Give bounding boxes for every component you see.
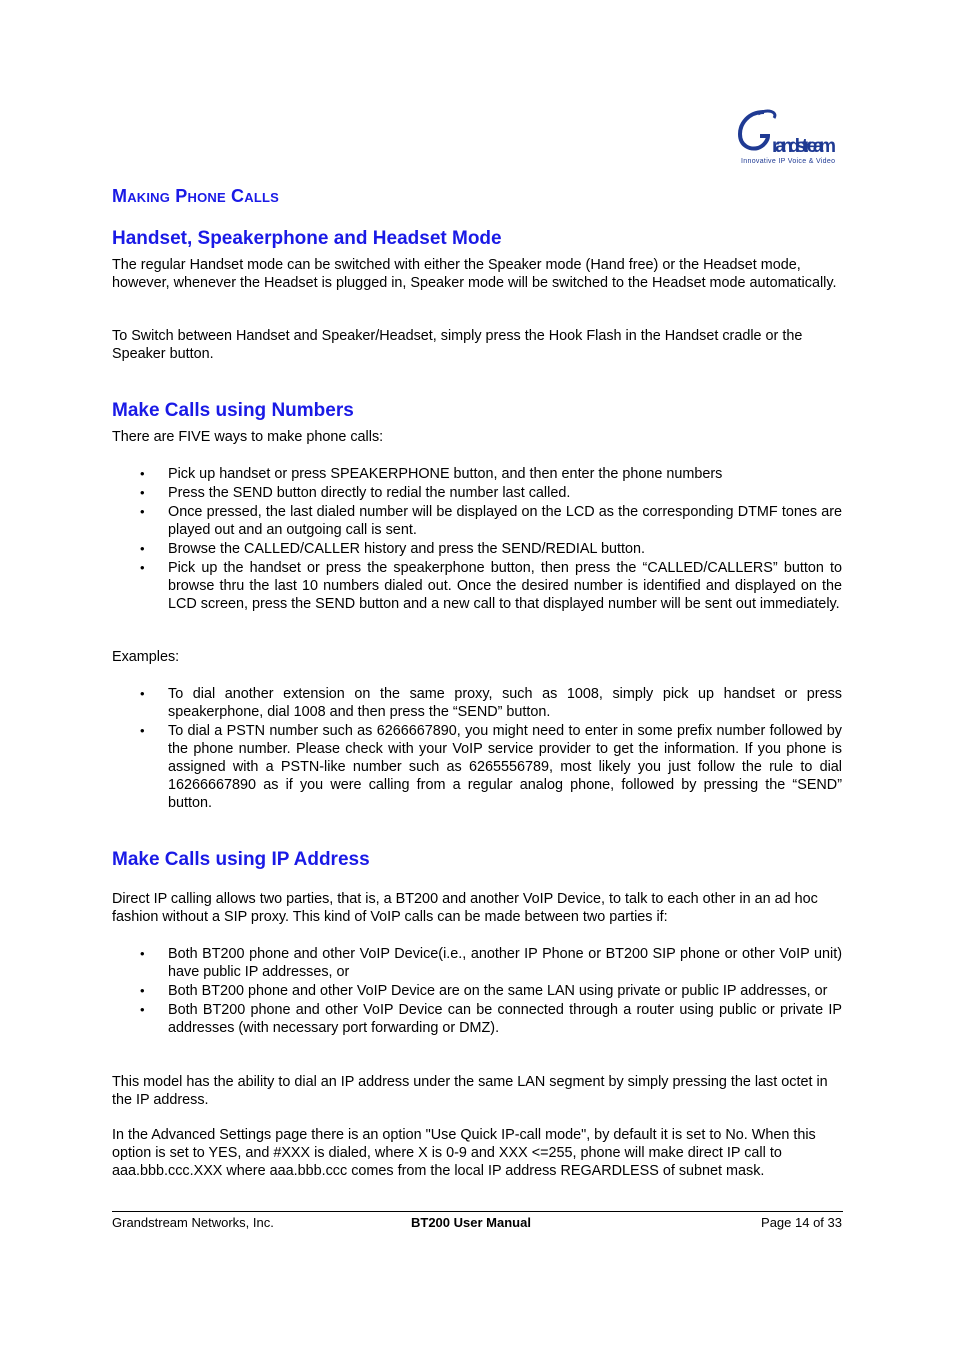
ip-paragraph-1: Direct IP calling allows two parties, that is, a BT200 and another VoIP Device, to talk to each other in an ad hoc fashion without a SIP proxy. This kind of VoIP calls can be made between two parties if:	[112, 891, 818, 925]
list-item: • To dial another extension on the same proxy, such as 1008, simply pick up handset or press speakerphone, dial 1008 and then press the “SEND” button.	[112, 685, 842, 721]
numbers-intro: There are FIVE ways to make phone calls:	[112, 429, 384, 445]
list-item: • Both BT200 phone and other VoIP Device are on the same LAN using private or public IP addresses, or	[112, 982, 842, 1000]
handset-paragraph-1: The regular Handset mode can be switched with either the Speaker mode (Hand free) or the Headset mode, however, whenever the Headset is plugged in, Speaker mode will be switched to the Headset mode automatically.	[112, 257, 837, 291]
heading-calls-numbers: Make Calls using Numbers	[112, 400, 354, 421]
grandstream-logo	[738, 108, 838, 166]
footer-company: Grandstream Networks, Inc.	[112, 1215, 274, 1230]
ip-paragraph-3: In the Advanced Settings page there is an option "Use Quick IP-call mode", by default it is set to No. When this option is set to YES, and #XXX is dialed, where X is 0-9 and XXX <=255, phone will make direct IP call to aaa.bbb.ccc.XXX where aaa.bbb.ccc comes from the local IP address REGARDLESS of subnet mask.	[112, 1127, 816, 1179]
footer-manual-title: BT200 User Manual	[411, 1215, 531, 1230]
examples-label: Examples:	[112, 649, 180, 665]
footer-divider	[112, 1211, 843, 1212]
list-item: • Browse the CALLED/CALLER history and press the SEND/REDIAL button.	[112, 540, 842, 558]
ways-list	[112, 465, 842, 614]
footer-page-number: Page 14 of 33	[761, 1215, 842, 1230]
examples-list	[112, 685, 842, 813]
list-item: • Both BT200 phone and other VoIP Device(i.e., another IP Phone or BT200 SIP phone or other VoIP unit) have public IP addresses, or	[112, 945, 842, 981]
section-title: Making Phone Calls	[112, 186, 279, 206]
handset-paragraph-2: To Switch between Handset and Speaker/Headset, simply press the Hook Flash in the Handset cradle or the Speaker button.	[112, 328, 803, 362]
list-item: • Both BT200 phone and other VoIP Device can be connected through a router using public or private IP addresses (with necessary port forwarding or DMZ).	[112, 1001, 842, 1037]
ip-conditions-list	[112, 945, 842, 1038]
list-item: • Pick up the handset or press the speakerphone button, then press the “CALLED/CALLERS” button to browse thru the last 10 numbers dialed out. Once the desired number is identified and displayed on the LCD screen, press the SEND button and a new call to that displayed number will be sent out immediately.	[112, 559, 842, 613]
list-item: • To dial a PSTN number such as 6266667890, you might need to enter in some prefix number followed by the phone number. Please check with your VoIP service provider to get the information. If you phone is assigned with a PSTN-like number such as 6265556789, most likely you just follow the rule to dial 16266667890 as if you were calling from a regular analog phone, followed by pressing the “SEND” button.	[112, 722, 842, 812]
heading-handset-mode: Handset, Speakerphone and Headset Mode	[112, 228, 502, 249]
heading-calls-ip: Make Calls using IP Address	[112, 849, 370, 870]
svg-text:randstream: randstream	[772, 136, 836, 157]
svg-text:Innovative IP Voice & Video: Innovative IP Voice & Video	[741, 158, 835, 165]
list-item: • Press the SEND button directly to redial the number last called.	[112, 484, 842, 502]
ip-paragraph-2: This model has the ability to dial an IP address under the same LAN segment by simply pressing the last octet in the IP address.	[112, 1074, 828, 1108]
list-item: • Pick up handset or press SPEAKERPHONE button, and then enter the phone numbers	[112, 465, 842, 483]
list-item: • Once pressed, the last dialed number will be displayed on the LCD as the corresponding DTMF tones are played out and an outgoing call is sent.	[112, 503, 842, 539]
